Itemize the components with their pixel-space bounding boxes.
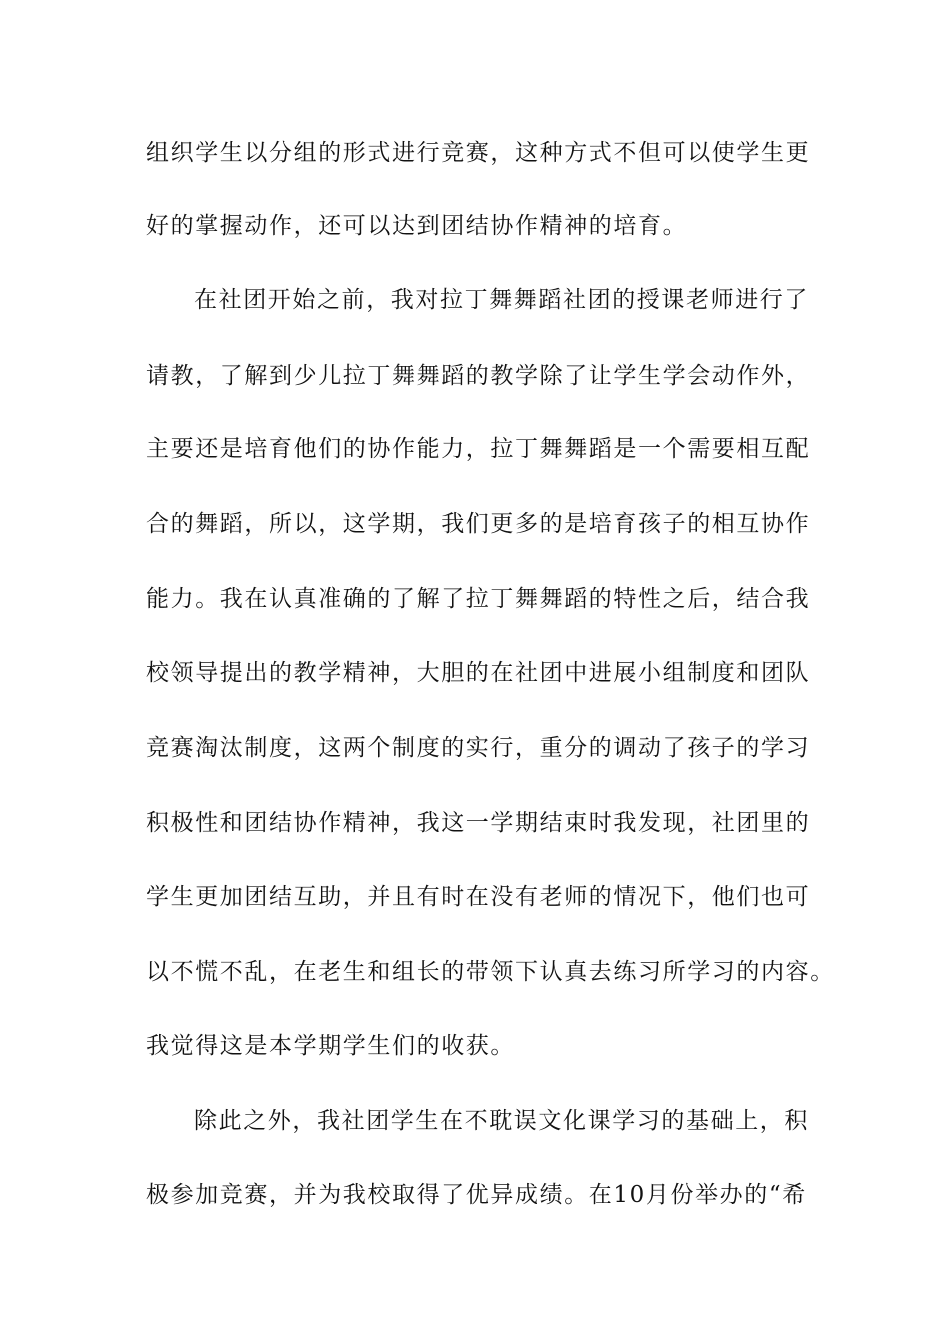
- text-line: 能力。我在认真准确的了解了拉丁舞舞蹈的特性之后，结合我: [146, 586, 811, 612]
- text-line: 好的掌握动作，还可以达到团结协作精神的培育。: [146, 213, 688, 239]
- text-line: 我觉得这是本学期学生们的收获。: [146, 1033, 515, 1059]
- text-line: 以不慌不乱，在老生和组长的带领下认真去练习所学习的内容。: [146, 959, 835, 985]
- text-line: 校领导提出的教学精神，大胆的在社团中进展小组制度和团队: [146, 660, 811, 686]
- text-line: 合的舞蹈，所以，这学期，我们更多的是培育孩子的相互协作: [146, 511, 811, 537]
- text-line: 极参加竞赛，并为我校取得了优异成绩。在10月份举办的“希: [146, 1182, 807, 1208]
- paragraph-first-line: 除此之外，我社团学生在不耽误文化课学习的基础上，积: [194, 1108, 809, 1134]
- text-line: 学生更加团结互助，并且有时在没有老师的情况下，他们也可: [146, 884, 811, 910]
- text-line: 请教，了解到少儿拉丁舞舞蹈的教学除了让学生学会动作外，: [146, 363, 811, 389]
- text-line: 组织学生以分组的形式进行竞赛，这种方式不但可以使学生更: [146, 140, 811, 166]
- text-line: 积极性和团结协作精神，我这一学期结束时我发现，社团里的: [146, 810, 811, 836]
- text-line: 竞赛淘汰制度，这两个制度的实行，重分的调动了孩子的学习: [146, 735, 811, 761]
- text-line: 主要还是培育他们的协作能力，拉丁舞舞蹈是一个需要相互配: [146, 436, 811, 462]
- paragraph-first-line: 在社团开始之前，我对拉丁舞舞蹈社团的授课老师进行了: [194, 287, 809, 313]
